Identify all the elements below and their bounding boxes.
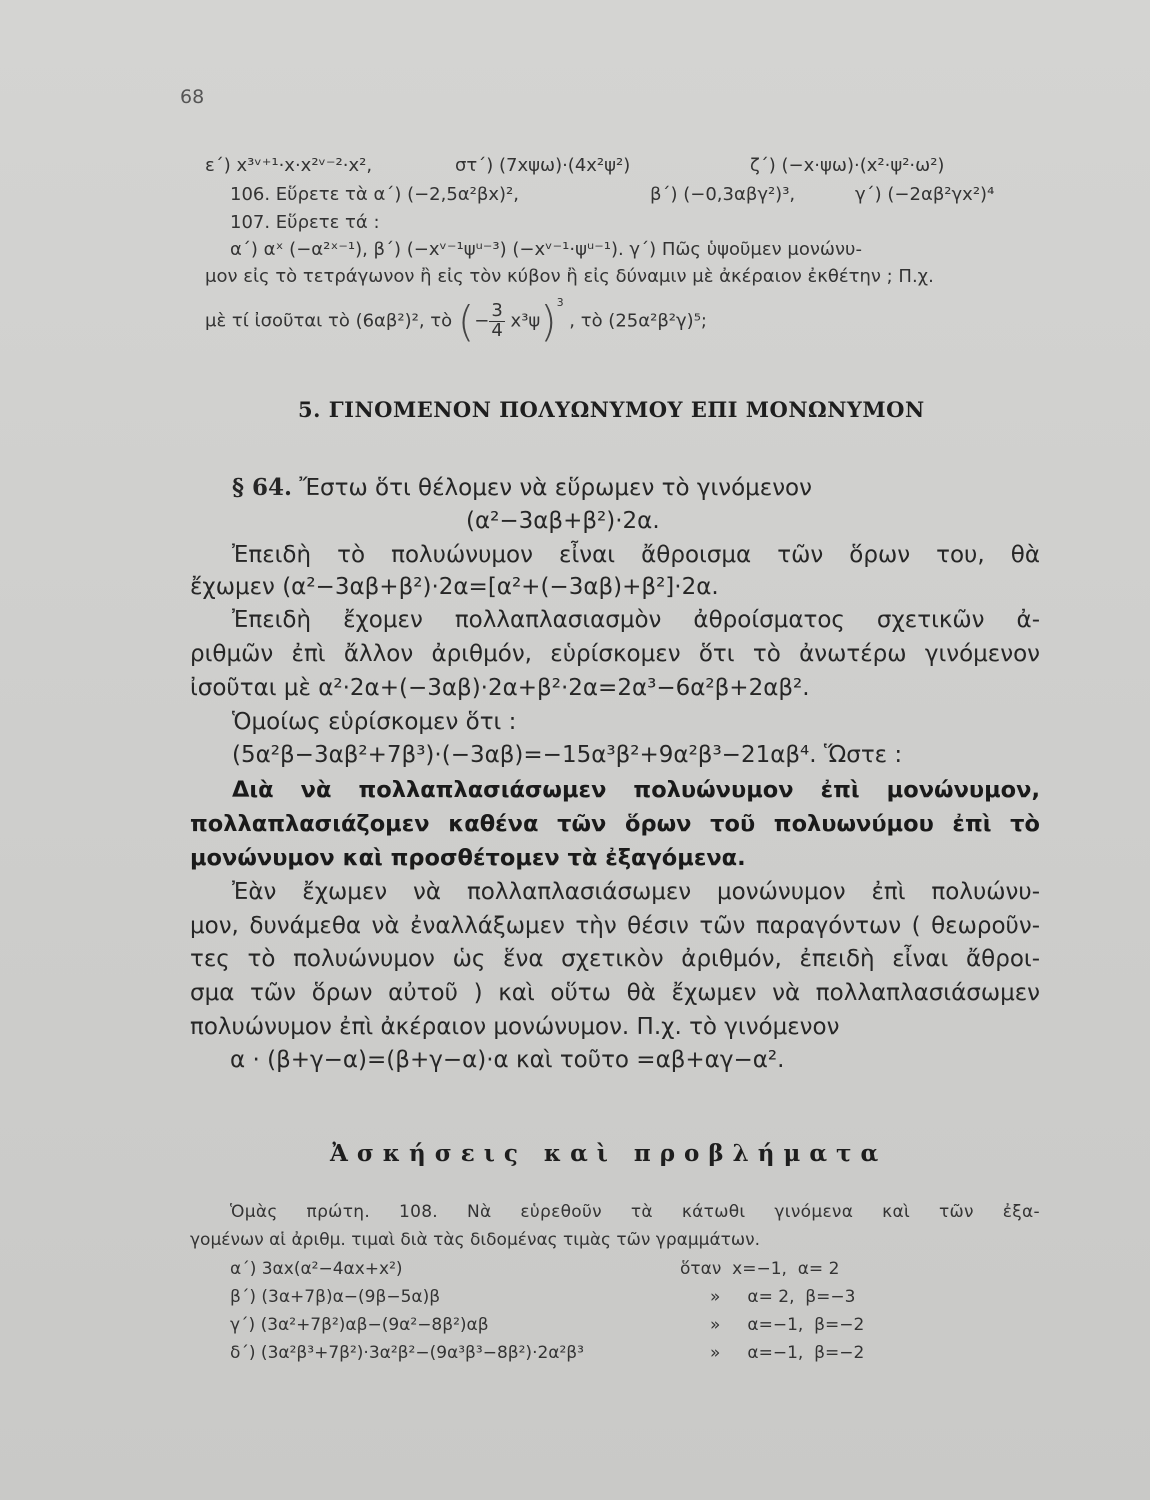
- text-line-6: ριθμῶν ἐπὶ ἄλλον ἀριθμόν, εὑρίσκομεν ὅτι τὸ ἀνωτέρω γινόμενον: [190, 641, 1040, 667]
- paragraph-64-text: Ἔστω ὅτι θέλομεν νὰ εὕρωμεν τὸ γινόμενον: [299, 475, 812, 501]
- fraction-denominator: 4: [491, 320, 503, 341]
- exercise-106-b: β΄) (−0,3αβγ²)³,: [650, 184, 796, 205]
- power-exponent: 3: [556, 295, 564, 309]
- text-line-18: α · (β+γ−α)=(β+γ−α)·α καὶ τοῦτο =αβ+αγ−α².: [230, 1047, 785, 1073]
- text-line-7: ἰσοῦται μὲ α²·2α+(−3αβ)·2α+β²·2α=2α³−6α²β+2αβ².: [190, 675, 810, 701]
- exercises-heading: Ἀσκήσεις καὶ προβλήματα: [330, 1140, 888, 1167]
- exercise-item-c: γ΄) (3α²+7β²)αβ−(9α²−8β²)αβ: [230, 1315, 489, 1335]
- fraction: [489, 302, 504, 341]
- text-line-17: πολυώνυμον ἐπὶ ἀκέραιον μονώνυμον. Π.χ. τὸ γινόμενον: [190, 1014, 840, 1040]
- exercise-st: στ΄) (7xψω)·(4x²ψ²): [455, 155, 631, 176]
- exercise-item-a: α΄) 3αx(α²−4αx+x²): [230, 1259, 403, 1279]
- text-line-3: Ἐπειδὴ τὸ πολυώνυμον εἶναι ἄθροισμα τῶν ὅρων του, θὰ: [232, 542, 1040, 568]
- left-paren: (: [457, 297, 475, 346]
- text-line-16: σμα τῶν ὅρων αὐτοῦ ) καὶ οὕτω θὰ ἔχωμεν νὰ πολλαπλασιάσωμεν: [190, 980, 1040, 1006]
- right-paren: ): [540, 297, 557, 346]
- rule-line-1: Διὰ νὰ πολλαπλασιάσωμεν πολυώνυμον ἐπὶ μονώνυμον,: [232, 777, 1040, 803]
- text-line-5: Ἐπειδὴ ἔχομεν πολλαπλασιασμὸν ἀθροίσματος σχετικῶν ἀ-: [232, 607, 1040, 633]
- page-number: 68: [180, 86, 205, 108]
- exercise-107-line2: μον εἰς τὸ τετράγωνον ἢ εἰς τὸν κύβον ἢ εἰς δύναμιν μὲ ἀκέραιον ἐκθέτην ; Π.χ.: [205, 266, 934, 287]
- line3-text: μὲ τί ἰσοῦται τὸ (6αβ²)², τὸ: [205, 310, 453, 332]
- exercise-107-line3: μὲ τί ἰσοῦται τὸ (6αβ²)², τὸ (− $\frac{3}{4}$ x³ψ)$^3$ , τὸ (25α²β²γ)⁵;: [205, 295, 707, 346]
- rule-line-2: πολλαπλασιάζομεν καθένα τῶν ὅρων τοῦ πολυωνύμου ἐπὶ τὸ: [190, 811, 1040, 837]
- exercise-item-c-condition: » α=−1, β=−2: [710, 1315, 865, 1335]
- section-title: 5. ΓΙΝΟΜΕΝΟΝ ΠΟΛΥΩΝΥΜΟΥ ΕΠΙ ΜΟΝΩΝΥΜΟΝ: [298, 397, 925, 422]
- exercise-z: ζ΄) (−x·ψω)·(x²·ψ²·ω²): [750, 155, 945, 176]
- paragraph-64-first-line: [232, 474, 812, 501]
- rule-line-3: μονώνυμον καὶ προσθέτομεν τὰ ἐξαγόμενα.: [190, 845, 746, 871]
- exercise-106: 106. Εὕρετε τὰ α΄) (−2,5α²βx)²,: [230, 184, 519, 205]
- exercise-107-line: α΄) αˣ (−α²ˣ⁻¹), β΄) (−xᵛ⁻¹ψᵘ⁻³) (−xᵛ⁻¹·ψᵘ⁻¹). γ΄) Πῶς ὑψοῦμεν μονώνυ-: [230, 239, 862, 260]
- text-line-13: Ἐὰν ἔχωμεν νὰ πολλαπλασιάσωμεν μονώνυμον ἐπὶ πολυώνυ-: [232, 879, 1040, 905]
- exercise-106-g: γ΄) (−2αβ²γx²)⁴: [855, 184, 995, 205]
- section-number: § 64.: [232, 474, 293, 501]
- text-line-4: ἔχωμεν (α²−3αβ+β²)·2α=[α²+(−3αβ)+β²]·2α.: [190, 574, 719, 600]
- exercise-item-b: β΄) (3α+7β)α−(9β−5α)β: [230, 1287, 441, 1307]
- exercise-item-b-condition: » α= 2, β=−3: [710, 1287, 856, 1307]
- expression-1: (α²−3αβ+β²)·2α.: [466, 508, 660, 534]
- text-line-9: (5α²β−3αβ²+7β³)·(−3αβ)=−15α³β²+9α²β³−21αβ⁴. Ὥστε :: [232, 742, 903, 768]
- text-line-15: τες τὸ πολυώνυμον ὡς ἕνα σχετικὸν ἀριθμόν, ἐπειδὴ εἶναι ἄθροι-: [190, 946, 1040, 972]
- exercise-item-d-condition: » α=−1, β=−2: [710, 1343, 865, 1363]
- fraction-numerator: 3: [491, 300, 503, 322]
- exercise-item-a-condition: ὅταν x=−1, α= 2: [680, 1259, 840, 1279]
- exercise-107: 107. Εὕρετε τά :: [230, 212, 380, 233]
- group-line-1: Ὁμὰς πρώτη. 108. Νὰ εὑρεθοῦν τὰ κάτωθι γινόμενα καὶ τῶν ἐξα-: [230, 1202, 1040, 1222]
- text-line-8: Ὁμοίως εὑρίσκομεν ὅτι :: [232, 709, 517, 735]
- group-line-2: γομένων αἱ ἀριθμ. τιμαὶ διὰ τὰς διδομένας τιμὰς τῶν γραμμάτων.: [190, 1230, 761, 1250]
- exercise-item-d: δ΄) (3α²β³+7β²)·3α²β²−(9α³β³−8β²)·2α²β³: [230, 1343, 584, 1363]
- text-line-14: μον, δυνάμεθα νὰ ἐναλλάξωμεν τὴν θέσιν τῶν παραγόντων ( θεωροῦν-: [190, 913, 1040, 939]
- line3-tail: , τὸ (25α²β²γ)⁵;: [569, 310, 707, 332]
- fraction-term: x³ψ: [510, 310, 541, 332]
- exercise-e: ε΄) x³ᵛ⁺¹·x·x²ᵛ⁻²·x²,: [205, 155, 373, 176]
